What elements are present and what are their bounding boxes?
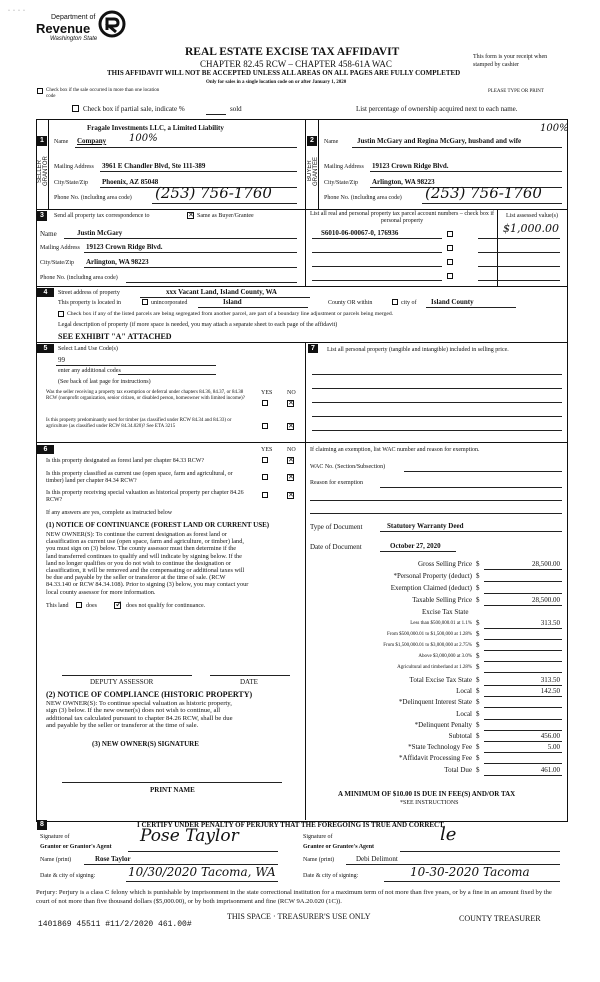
treasurer-space: THIS SPACE · TREASURER'S USE ONLY bbox=[227, 912, 371, 921]
s5-q1-no-checkbox[interactable]: ✕ bbox=[288, 399, 294, 407]
located-label: This property is located in bbox=[58, 300, 121, 306]
segregated-checkbox[interactable] bbox=[58, 311, 64, 317]
tax-total-label: Local bbox=[456, 687, 472, 696]
county-within-label: County OR within bbox=[328, 300, 373, 306]
tax-tier-label: From $1,500,000.01 to $3,000,000 at 2.75% bbox=[383, 643, 472, 648]
grantor-signature: Pose Taylor bbox=[140, 826, 239, 846]
tax-total-label: Total Excise Tax State bbox=[409, 676, 472, 684]
s5-q2-yes-checkbox[interactable] bbox=[262, 423, 268, 429]
notice2-body: NEW OWNER(S): To continue special valuation as historic property, sign (3) below. If the new owner(s) does not wish to continue, all additional tax calculated pursuant to chapter 84.26 RCW, shall be due and payable by the seller or transferor at the time of sale. bbox=[46, 700, 233, 730]
street-address: xxx Vacant Land, Island County, WA bbox=[166, 288, 277, 296]
additional-codes-label: enter any additional codes bbox=[58, 368, 121, 374]
buyer-city-label: City/State/Zip bbox=[324, 180, 358, 186]
see-list-label: (See back of last page for instructions) bbox=[58, 379, 151, 385]
grantee-signature: le bbox=[440, 824, 457, 845]
value-underline bbox=[484, 696, 562, 697]
s6-q3-yes-checkbox[interactable] bbox=[262, 492, 268, 498]
tax-tier-label: Less than $500,000.01 at 1.1% bbox=[410, 621, 472, 626]
form-note: Only for sales in a single location code on or after January 1, 2020 bbox=[206, 80, 347, 85]
doc-type-label: Type of Document bbox=[310, 523, 363, 531]
sold-label: sold bbox=[230, 105, 242, 113]
doc-date-label: Date of Document bbox=[310, 543, 362, 551]
section-4-badge: 4 bbox=[37, 288, 54, 297]
partial-sale-checkbox[interactable] bbox=[72, 105, 79, 112]
s6-no-header: NO bbox=[287, 447, 296, 453]
city-of-checkbox[interactable] bbox=[392, 299, 398, 305]
agency-line1: Department of bbox=[51, 14, 96, 21]
wac-label: WAC No. (Section/Subsection) bbox=[310, 464, 386, 470]
seller-name-label: Name bbox=[54, 139, 69, 145]
city-of-label: city of bbox=[401, 300, 417, 306]
value-underline bbox=[484, 752, 562, 753]
s5-q1-yes-checkbox[interactable] bbox=[262, 400, 268, 406]
tax-tier-value: 313.50 bbox=[540, 619, 560, 627]
corr-phone-label: Phone No. (including area code) bbox=[40, 275, 118, 281]
tax-tier-label: From $500,000.01 to $1,500,000 at 1.28% bbox=[387, 632, 472, 637]
corr-city-label: City/State/Zip bbox=[40, 260, 74, 266]
s5-no-header: NO bbox=[287, 390, 296, 396]
scan-dots: · · · · bbox=[8, 8, 25, 14]
does-label: does bbox=[86, 603, 97, 609]
buyer-mailing: 19123 Crown Ridge Blvd. bbox=[372, 162, 449, 170]
currency-symbol: $ bbox=[476, 584, 480, 592]
excise-state-label: Excise Tax State bbox=[422, 608, 469, 616]
county-value: Island County bbox=[431, 298, 474, 306]
corr-city: Arlington, WA 98223 bbox=[86, 258, 149, 266]
s5-q2-no-checkbox[interactable]: ✕ bbox=[288, 422, 294, 430]
tax-tier-label: Agricultural and timberland at 1.28% bbox=[397, 665, 472, 670]
value-underline bbox=[484, 741, 562, 742]
s6-q1-yes-checkbox[interactable] bbox=[262, 457, 268, 463]
certify-statement: I CERTIFY UNDER PENALTY OF PERJURY THAT THE FOREGOING IS TRUE AND CORRECT. bbox=[137, 821, 446, 829]
value-underline bbox=[484, 763, 562, 764]
section-8-badge: 8 bbox=[37, 820, 47, 830]
corr-mailing-label: Mailing Address bbox=[40, 245, 80, 251]
value-underline bbox=[484, 581, 562, 582]
tax-total-label: *Delinquent Penalty bbox=[414, 720, 472, 729]
grantor-name-label: Name (print) bbox=[40, 857, 72, 863]
segregated-label: Check box if any of the listed parcels are being segregated from another parcel, are part of a boundary line adjustment or parcels being merged. bbox=[67, 311, 394, 317]
cashier-stamp: 1401869 45511 #11/2/2020 461.00# bbox=[38, 920, 192, 929]
tax-row-value: 28,500.00 bbox=[532, 560, 560, 568]
buyer-phone-label: Phone No. (including area code) bbox=[324, 195, 402, 201]
s6-q3-no-checkbox[interactable]: ✕ bbox=[288, 491, 294, 499]
same-as-buyer-checkbox[interactable]: ✕ bbox=[188, 211, 194, 219]
multi-location-checkbox[interactable] bbox=[37, 88, 43, 94]
currency-symbol: $ bbox=[476, 630, 480, 638]
currency-symbol: $ bbox=[476, 732, 480, 740]
notice1-title: (1) NOTICE OF CONTINUANCE (FOREST LAND OR CURRENT USE) bbox=[46, 521, 270, 529]
value-underline bbox=[484, 661, 562, 662]
section-5-badge: 5 bbox=[37, 344, 54, 353]
personal-property-checkbox-4[interactable] bbox=[447, 273, 453, 279]
value-underline bbox=[484, 569, 562, 570]
value-underline bbox=[484, 605, 562, 606]
currency-symbol: $ bbox=[476, 765, 480, 774]
value-underline bbox=[484, 639, 562, 640]
buyer-mailing-label: Mailing Address bbox=[324, 164, 364, 170]
ownership-note: List percentage of ownership acquired next to each name. bbox=[356, 105, 518, 113]
form-warning: THIS AFFIDAVIT WILL NOT BE ACCEPTED UNLESS ALL AREAS ON ALL PAGES ARE FULLY COMPLETED bbox=[107, 69, 461, 77]
legal-description-label: Legal description of property (if more space is needed, you may attach a separate sheet to each page of the affidavit) bbox=[58, 322, 338, 328]
tax-total-label: *Affidavit Processing Fee bbox=[399, 754, 472, 763]
s6-q1-no-checkbox[interactable]: ✕ bbox=[288, 456, 294, 464]
corr-name: Justin McGary bbox=[77, 229, 123, 237]
buyer-name-label: Name bbox=[324, 139, 339, 145]
section-1-badge: 1 bbox=[37, 136, 47, 146]
receipt-note: This form is your receipt when stamped by cashier bbox=[473, 54, 548, 68]
seller-phone-label: Phone No. (including area code) bbox=[54, 195, 132, 201]
s6-question-1: Is this property designated as forest land per chapter 84.33 RCW? bbox=[46, 458, 205, 464]
grantor-date-label: Date & city of signing: bbox=[40, 873, 96, 879]
value-underline bbox=[484, 593, 562, 594]
currency-symbol: $ bbox=[476, 641, 480, 649]
doc-date: October 27, 2020 bbox=[390, 542, 441, 550]
tax-total-value: 313.50 bbox=[540, 676, 560, 684]
tax-row-label: Taxable Selling Price bbox=[412, 596, 472, 604]
s5-yes-header: YES bbox=[261, 390, 273, 396]
buyer-city: Arlington, WA 98223 bbox=[372, 178, 435, 186]
s6-question-3: Is this property receiving special valuation as historical property per chapter 84.26 RCW? bbox=[46, 490, 244, 503]
s6-if-yes: If any answers are yes, complete as instructed below bbox=[46, 510, 173, 516]
section-6-badge: 6 bbox=[37, 445, 54, 454]
personal-property-checkbox-3[interactable] bbox=[447, 259, 453, 265]
corr-name-label: Name bbox=[40, 230, 57, 238]
currency-symbol: $ bbox=[476, 698, 480, 707]
currency-symbol: $ bbox=[476, 619, 480, 627]
buyer-side-label: BUYER GRANTEE bbox=[307, 156, 319, 186]
tax-row-label: Exemption Claimed (deduct) bbox=[390, 584, 472, 592]
tax-total-label: Local bbox=[456, 709, 472, 718]
agency-line2: Revenue bbox=[36, 21, 91, 36]
street-label: Street address of property bbox=[58, 290, 120, 296]
section-3-badge: 3 bbox=[37, 211, 47, 221]
tax-total-value: 456.00 bbox=[540, 732, 560, 740]
agency-line3: Washington State bbox=[50, 36, 98, 42]
personal-property-checkbox-2[interactable] bbox=[447, 245, 453, 251]
grantee-name-label: Name (print) bbox=[303, 857, 335, 863]
value-underline bbox=[484, 685, 562, 686]
grantor-agent-label: Grantor or Grantor's Agent bbox=[40, 844, 112, 850]
currency-symbol: $ bbox=[476, 560, 480, 568]
tax-total-value: 461.00 bbox=[540, 765, 560, 774]
signature3-label: (3) NEW OWNER(S) SIGNATURE bbox=[92, 740, 199, 748]
grantor-date-city: 10/30/2020 Tacoma, WA bbox=[128, 865, 276, 879]
tax-row-label: *Personal Property (deduct) bbox=[393, 572, 472, 580]
seller-pct: 100% bbox=[129, 133, 158, 144]
grantee-name: Debi Delimont bbox=[356, 855, 398, 863]
currency-symbol: $ bbox=[476, 652, 480, 660]
land-use-label: Select Land Use Code(s) bbox=[58, 346, 118, 352]
minimum-note: A MINIMUM OF $10.00 IS DUE IN FEE(S) AND/OR TAX bbox=[338, 790, 516, 798]
value-underline bbox=[484, 775, 562, 776]
located-county: Island bbox=[223, 298, 242, 306]
county-treasurer: COUNTY TREASURER bbox=[459, 914, 541, 923]
value-underline bbox=[484, 730, 562, 731]
value-underline bbox=[484, 719, 562, 720]
does-not-label: does not qualify for continuance. bbox=[126, 603, 206, 609]
currency-symbol: $ bbox=[476, 709, 480, 718]
s6-q2-no-checkbox[interactable]: ✕ bbox=[288, 473, 294, 481]
unincorporated-label: unincorporated bbox=[151, 300, 188, 306]
tax-tier-label: Above $3,000,000 at 3.0% bbox=[418, 654, 472, 659]
exemption-reason-label: Reason for exemption bbox=[310, 480, 363, 486]
buyer-name: Justin McGary and Regina McGary, husband and wife bbox=[357, 137, 522, 145]
revenue-logo-icon bbox=[98, 10, 126, 38]
grantee-sig-label: Signature of bbox=[303, 834, 333, 840]
corr-mailing: 19123 Crown Ridge Blvd. bbox=[86, 243, 163, 251]
exhibit-reference: SEE EXHIBIT "A" ATTACHED bbox=[58, 332, 172, 341]
see-instructions-note: *SEE INSTRUCTIONS bbox=[400, 800, 459, 806]
form-subtitle: CHAPTER 82.45 RCW – CHAPTER 458-61A WAC bbox=[200, 59, 392, 69]
tax-total-value: 142.50 bbox=[540, 687, 560, 696]
seller-city-label: City/State/Zip bbox=[54, 180, 88, 186]
currency-symbol: $ bbox=[476, 743, 480, 752]
seller-name-line2: Company bbox=[77, 137, 107, 145]
buyer-phone: (253) 756-1760 bbox=[425, 184, 542, 202]
parcel-number: S6010-06-00067-0, 176936 bbox=[321, 229, 399, 237]
tax-total-value: 5.00 bbox=[547, 743, 560, 752]
currency-symbol: $ bbox=[476, 572, 480, 580]
notice2-title: (2) NOTICE OF COMPLIANCE (HISTORIC PROPERTY) bbox=[46, 690, 253, 699]
currency-symbol: $ bbox=[476, 687, 480, 696]
currency-symbol: $ bbox=[476, 663, 480, 671]
tax-total-label: *State Technology Fee bbox=[408, 743, 472, 752]
tax-row-label: Gross Selling Price bbox=[417, 560, 472, 568]
s5-question-2: Is this property predominantly used for timber (as classified under RCW 84.34 and 84.33) or agriculture (as classified under RCW 84.34.020)? See ETA 3215 bbox=[46, 418, 232, 429]
dor-logo bbox=[36, 12, 131, 46]
does-qualify-checkbox[interactable] bbox=[76, 602, 82, 608]
print-name-label: PRINT NAME bbox=[150, 786, 195, 794]
tax-total-label: Total Due bbox=[444, 765, 472, 774]
does-not-qualify-checkbox[interactable]: ✓ bbox=[115, 600, 123, 610]
date-label: DATE bbox=[240, 678, 258, 686]
seller-mailing: 3961 E Chandler Blvd, Ste 111-389 bbox=[102, 162, 206, 170]
correspondence-label: Send all property tax correspondence to bbox=[54, 213, 150, 219]
unincorporated-checkbox[interactable] bbox=[142, 299, 148, 305]
currency-symbol: $ bbox=[476, 596, 480, 604]
personal-property-checkbox-1[interactable] bbox=[447, 231, 453, 237]
seller-city: Phoenix, AZ 85048 bbox=[102, 178, 159, 186]
currency-symbol: $ bbox=[476, 720, 480, 729]
section-2-badge: 2 bbox=[307, 136, 317, 146]
assessed-header: List assessed value(s) bbox=[506, 213, 558, 219]
value-underline bbox=[484, 628, 562, 629]
value-underline bbox=[484, 707, 562, 708]
s6-yes-header: YES bbox=[261, 447, 273, 453]
perjury-statement: Perjury: Perjury is a class C felony which is punishable by imprisonment in the state correctional institution for a maximum term of not more than five years, or by a fine in an amount fixed by the court of not more than five thousand dollars ($5,000.00), or by both imprisonment and fine (RCW 9A.20.020 (1C)). bbox=[36, 889, 552, 905]
tax-row-value: 28,500.00 bbox=[532, 596, 560, 604]
doc-type: Statutory Warranty Deed bbox=[387, 522, 464, 530]
multi-location-label: Check box if the sale occurred in more than one location code bbox=[46, 88, 160, 99]
grantee-agent-label: Grantee or Grantee's Agent bbox=[303, 844, 375, 850]
buyer-pct: 100% bbox=[540, 123, 569, 134]
grantee-date-city: 10-30-2020 Tacoma bbox=[410, 865, 530, 879]
land-use-code: 99 bbox=[58, 356, 65, 364]
section-7-badge: 7 bbox=[308, 344, 318, 353]
this-land-label: This land bbox=[46, 603, 69, 609]
seller-phone: (253) 756-1760 bbox=[155, 184, 272, 202]
same-as-buyer-label: Same as Buyer/Grantee bbox=[197, 213, 254, 219]
grantor-sig-label: Signature of bbox=[40, 834, 70, 840]
value-underline bbox=[484, 672, 562, 673]
seller-name-line1: Fragale Investments LLC, a Limited Liability bbox=[87, 124, 224, 132]
currency-symbol: $ bbox=[476, 754, 480, 763]
partial-sale-label: Check box if partial sale, indicate % bbox=[83, 105, 185, 113]
s6-question-2: Is this property classified as current use (open space, farm and agricultural, or timber) land per chapter 84.34 RCW? bbox=[46, 471, 233, 484]
currency-symbol: $ bbox=[476, 676, 480, 684]
grantor-name: Rose Taylor bbox=[95, 855, 131, 863]
type-print-note: PLEASE TYPE OR PRINT bbox=[488, 89, 544, 94]
grantee-date-label: Date & city of signing: bbox=[303, 873, 359, 879]
deputy-assessor-label: DEPUTY ASSESSOR bbox=[90, 678, 154, 686]
tax-total-label: *Delinquent Interest State bbox=[398, 698, 472, 707]
seller-side-label: SELLER GRANTOR bbox=[37, 156, 49, 186]
s5-question-1: Was the seller receiving a property tax exemption or deferral under chapters 84.36, 84.37, or 84.38 RCW (nonprofit organization, senior citizen, or disabled person, homeowner with limited income)? bbox=[46, 390, 245, 401]
assessed-value: $1,000.00 bbox=[503, 222, 559, 235]
parcels-header: List all real and personal property tax parcel account numbers – check box if personal property bbox=[309, 211, 495, 224]
form-title: REAL ESTATE EXCISE TAX AFFIDAVIT bbox=[185, 46, 400, 58]
seller-mailing-label: Mailing Address bbox=[54, 164, 94, 170]
personal-property-label: List all personal property (tangible and intangible) included in selling price. bbox=[327, 347, 509, 353]
exemption-intro: If claiming an exemption, list WAC number and reason for exemption. bbox=[310, 447, 480, 453]
tax-total-label: Subtotal bbox=[448, 732, 472, 740]
value-underline bbox=[484, 650, 562, 651]
notice1-body: NEW OWNER(S): To continue the current designation as forest land or classification as current use (open space, farm and agriculture, or timber) land, you must sign on (3) below. The county assessor must then determine if the land transferred continues to qualify and will indicate by signing below. If the land no longer qualifies or you do not wish to continue the designation or classification, it will be removed and the compensating or additional taxes will be due and payable by the seller or transferor at the time of sale. (RCW 84.33.140 or RCW 84.34.108). Prior to signing (3) below, you may contact your local county assessor for more information. bbox=[46, 531, 249, 596]
s6-q2-yes-checkbox[interactable] bbox=[262, 474, 268, 480]
